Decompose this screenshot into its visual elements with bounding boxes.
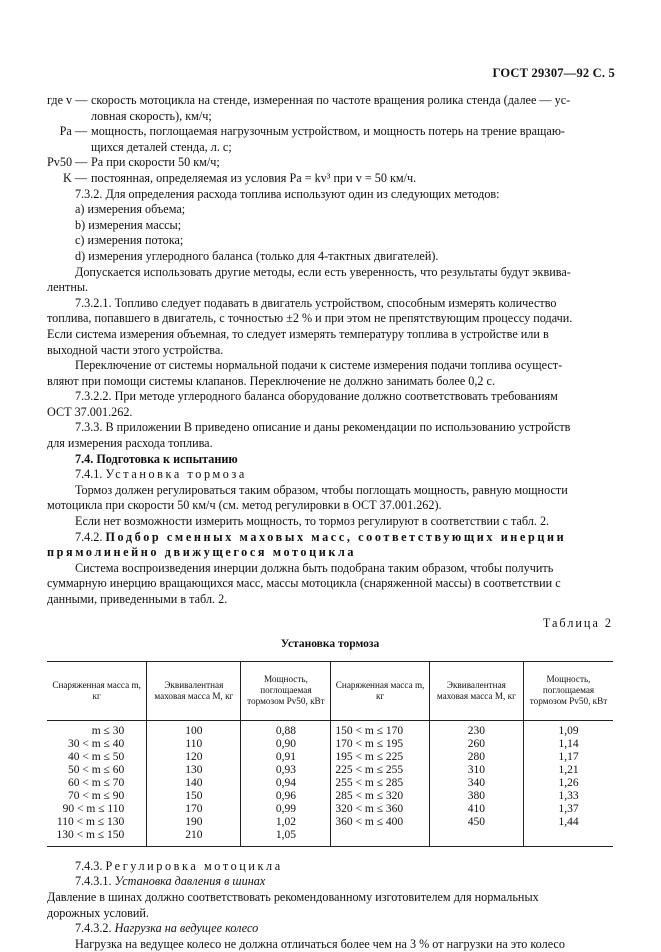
para-7-4-2-line: данными, приведенными в табл. 2.: [47, 592, 228, 606]
table-cell: 1,02: [241, 816, 331, 829]
table-row: [47, 764, 613, 777]
table-cell: [524, 829, 614, 847]
definition-text: постоянная, определяемая из условия Pa = kv³ при v = 50 км/ч.: [91, 170, 417, 185]
para-7-3-3-line: 7.3.3. В приложении В приведено описание и даны рекомендации по использованию устройств: [75, 420, 571, 435]
table-cell: 230: [429, 720, 523, 738]
table-cell: 40 < m ≤ 50: [68, 750, 125, 763]
section-7-4-2-heading-cont: прямолинейно движущегося мотоцикла: [47, 545, 357, 560]
table-row: [47, 738, 613, 751]
table-cell: 380: [429, 790, 523, 803]
definition-text: ловная скорость), км/ч;: [91, 108, 212, 123]
table-cell: 50 < m ≤ 60: [68, 763, 125, 776]
section-7-4-3-heading: [47, 859, 613, 875]
para-7-3-2-1-line: 7.3.2.1. Топливо следует подавать в двигатель устройством, способным измерять количество: [75, 295, 557, 310]
definition-term: [47, 109, 91, 125]
table-cell: 170 < m ≤ 195: [331, 738, 429, 751]
table-cell: 1,21: [524, 764, 614, 777]
definition-text: Pa при скорости 50 км/ч;: [91, 155, 220, 170]
table-row: [47, 751, 613, 764]
definition-text: скорость мотоцикла на стенде, измеренная по частоте вращения ролика стенда (далее — ус-: [91, 93, 571, 107]
table-cell: 1,37: [524, 803, 614, 816]
section-title: Установка тормоза: [105, 467, 247, 482]
para-7-4-1-line: Тормоз должен регулироваться таким образом, чтобы поглощать мощность, равную мощности: [75, 482, 568, 497]
definition-term: K —: [62, 170, 87, 185]
table-body: [47, 720, 613, 846]
definitions-list: [47, 93, 613, 187]
section-title: Установка давления в шинах: [114, 874, 266, 889]
para-switch-line: Переключение от системы нормальной подачи к системе измерения подачи топлива осущест-: [75, 358, 563, 373]
definition-line: [47, 109, 613, 125]
table-cell: 1,05: [241, 829, 331, 847]
para-7-3-2: 7.3.2. Для определения расхода топлива используют один из следующих методов:: [75, 186, 500, 201]
table-cell: 60 < m ≤ 70: [68, 776, 125, 789]
definition-line: [47, 171, 613, 187]
table-cell: 0,91: [241, 751, 331, 764]
table-cell: 0,94: [241, 777, 331, 790]
definition-term: Pv50 —: [47, 155, 88, 170]
table-cell: 100: [147, 720, 241, 738]
table-cell: 0,93: [241, 764, 331, 777]
table-row: [47, 803, 613, 816]
method-item: a) измерения объема;: [75, 202, 186, 217]
table-cell: 320 < m ≤ 360: [331, 803, 429, 816]
table-title: Установка тормоза: [280, 638, 380, 651]
para-7-4-3-1-line: Давление в шинах должно соответствовать рекомендованному изготовителем для нормальных: [47, 889, 539, 904]
page-header: ГОСТ 29307—92 С. 5: [492, 66, 615, 80]
table-cell: 130: [147, 764, 241, 777]
section-number: 7.4.3.2.: [75, 921, 112, 936]
para-7-3-2-2-line: 7.3.2.2. При методе углеродного баланса оборудование должно соответствовать требованиям: [75, 389, 558, 404]
table-cell: 310: [429, 764, 523, 777]
table-row: [47, 829, 613, 847]
table-cell: 340: [429, 777, 523, 790]
section-7-4-3: [47, 859, 613, 952]
section-number: 7.4.2.: [75, 529, 103, 544]
para-allowed-line: лентны.: [47, 280, 89, 295]
definition-term: [47, 140, 91, 156]
section-7-4-3-2-heading: [47, 921, 613, 937]
table-cell: 120: [147, 751, 241, 764]
table-cell: 1,09: [524, 720, 614, 738]
table-cell: 0,90: [241, 738, 331, 751]
table-cell: 0,96: [241, 790, 331, 803]
definition-term: Pa —: [59, 124, 87, 139]
para-7-4-3-1-line: дорожных условий.: [47, 905, 149, 920]
section-7-4-2-heading: [47, 530, 613, 546]
table-cell: 410: [429, 803, 523, 816]
table-cell: [331, 829, 429, 847]
column-header: Мощность, поглощаемая тормозом Pv50, кВт: [524, 661, 614, 720]
table-cell: 150 < m ≤ 170: [331, 720, 429, 738]
section-title: Регулировка мотоцикла: [105, 858, 283, 873]
column-header: Эквивалентная маховая масса M, кг: [429, 661, 523, 720]
table-row: [47, 816, 613, 829]
para-7-4-2-line: суммарную инерцию вращающихся масс, массы мотоцикла (снаряженной массы) в соответствии с: [47, 576, 561, 591]
para-allowed-line: Допускается использовать другие методы, если есть уверенность, что результаты будут эквива-: [75, 264, 571, 279]
table-cell: 130 < m ≤ 150: [47, 829, 147, 847]
para-7-3-2-1-line: выходной части этого устройства.: [47, 342, 224, 357]
table-cell: 360 < m ≤ 400: [331, 816, 429, 829]
para-switch-line: вляют при помощи системы клапанов. Переключение не должно занимать более 0,2 с.: [47, 373, 496, 388]
column-header: Снаряженная масса m, кг: [47, 661, 147, 720]
page-content: [47, 93, 613, 952]
definition-line: [47, 155, 613, 171]
table-label: Таблица 2: [542, 615, 613, 630]
table-cell: 1,33: [524, 790, 614, 803]
table-row: [47, 790, 613, 803]
table-cell: 255 < m ≤ 285: [331, 777, 429, 790]
para-7-3-3-line: для измерения расхода топлива.: [47, 436, 213, 451]
table-cell: 90 < m ≤ 110: [62, 802, 125, 815]
para-7-4-1-note: Если нет возможности измерить мощность, то тормоз регулируют в соответствии с табл. 2.: [75, 514, 550, 529]
para-7-3-2-1-line: Если система измерения объемная, то следует измерять температуру топлива в устройстве или в: [47, 326, 549, 341]
table-cell: 225 < m ≤ 255: [331, 764, 429, 777]
para-7-4-1-line: мотоцикла при скорости 50 км/ч (см. метод регулировки в ОСТ 37.001.262).: [47, 498, 442, 513]
section-number: 7.4.3.: [75, 858, 103, 873]
definition-text: мощность, поглощаемая нагрузочным устройством, и мощность потерь на трение вращаю-: [91, 124, 565, 139]
section-number: 7.4.1.: [75, 467, 103, 482]
definition-term: где v —: [47, 93, 88, 107]
table-cell: 0,99: [241, 803, 331, 816]
definition-line: [47, 93, 613, 109]
section-7-4-3-1-heading: [47, 874, 613, 890]
table-cell: 280: [429, 751, 523, 764]
table-cell: 140: [147, 777, 241, 790]
table-cell: m ≤ 30: [91, 724, 125, 737]
column-header: Эквивалентная маховая масса M, кг: [147, 661, 241, 720]
table-cell: 110 < m ≤ 130: [56, 815, 125, 828]
method-item: c) измерения потока;: [75, 233, 184, 248]
table-cell: 0,88: [241, 720, 331, 738]
table-cell: 285 < m ≤ 320: [331, 790, 429, 803]
table-cell: 1,26: [524, 777, 614, 790]
table-cell: 70 < m ≤ 90: [68, 789, 125, 802]
table-cell: 1,14: [524, 738, 614, 751]
table-cell: 210: [147, 829, 241, 847]
table-cell: 30 < m ≤ 40: [68, 737, 125, 750]
section-7-4-1-heading: [47, 467, 613, 483]
column-header: Мощность, поглощаемая тормозом Pv50, кВт: [241, 661, 331, 720]
table-cell: 1,17: [524, 751, 614, 764]
para-7-3-2-2-line: ОСТ 37.001.262.: [47, 404, 133, 419]
table-row: [47, 777, 613, 790]
section-number: 7.4.3.1.: [75, 874, 112, 889]
table-cell: 260: [429, 738, 523, 751]
table-cell: 110: [147, 738, 241, 751]
definition-line: [47, 140, 613, 156]
method-item: b) измерения массы;: [75, 217, 182, 232]
section-7-4-title: 7.4. Подготовка к испытанию: [75, 451, 238, 466]
table-cell: 190: [147, 816, 241, 829]
table-cell: 195 < m ≤ 225: [331, 751, 429, 764]
definition-text: щихся деталей стенда, л. с;: [91, 139, 232, 154]
definition-line: [47, 124, 613, 140]
brake-table: [47, 661, 613, 847]
para-7-4-2-line: Система воспроизведения инерции должна быть подобрана таким образом, чтобы получить: [75, 560, 554, 575]
table-cell: 450: [429, 816, 523, 829]
section-title: Подбор сменных маховых масс, соответствующих инерции: [105, 529, 567, 544]
table-row: [47, 720, 613, 738]
table-cell: 170: [147, 803, 241, 816]
table-cell: 1,44: [524, 816, 614, 829]
para-7-4-3-2-line: Нагрузка на ведущее колесо не должна отличаться более чем на 3 % от нагрузки на это колесо: [75, 936, 565, 951]
para-7-3-2-1-line: топлива, попавшего в двигатель, с точностью ±2 % и при этом не препятствующим процессу подачи.: [47, 311, 573, 326]
method-item: d) измерения углеродного баланса (только для 4-тактных двигателей).: [75, 248, 439, 263]
table-header-row: [47, 661, 613, 720]
table-cell: [429, 829, 523, 847]
column-header: Снаряженная масса m, кг: [331, 661, 429, 720]
table-cell: 150: [147, 790, 241, 803]
section-title: Нагрузка на ведущее колесо: [114, 921, 259, 936]
